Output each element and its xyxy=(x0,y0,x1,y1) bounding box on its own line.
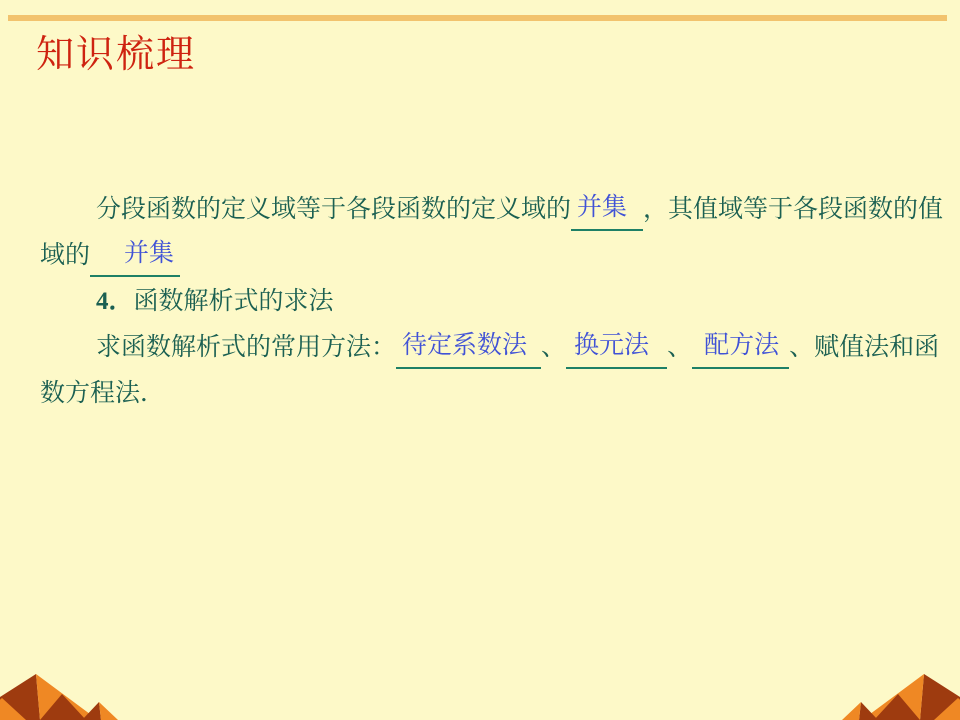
body-line xyxy=(40,233,940,279)
body-text-segment: ，其值域等于各段函数的值 xyxy=(643,196,944,223)
answer-blank xyxy=(396,332,541,369)
body-line xyxy=(40,187,944,233)
answer-text: 配方法 xyxy=(704,332,780,359)
answer-blank xyxy=(90,240,180,277)
body-text-segment: 求函数解析式的常用方法： xyxy=(96,334,397,361)
right-mountains-decoration xyxy=(620,670,960,720)
answer-blank xyxy=(566,332,667,369)
body-text-segment: 函数解析式的求法 xyxy=(133,288,334,315)
body-text-segment: 4． xyxy=(96,288,134,315)
answer-blank xyxy=(571,194,643,231)
body-text-segment: 分段函数的定义域等于各段函数的定义域的 xyxy=(96,196,572,223)
body-line xyxy=(40,279,940,325)
top-accent-line xyxy=(8,15,947,21)
body-text xyxy=(40,187,944,417)
body-text-segment: 、 xyxy=(667,334,693,361)
mountain-triangle xyxy=(99,702,118,720)
body-line xyxy=(40,371,940,417)
answer-blank xyxy=(692,332,789,369)
body-text-segment: 数方程法． xyxy=(40,380,166,407)
answer-text: 换元法 xyxy=(574,332,650,359)
body-line xyxy=(40,325,940,371)
answer-text: 并集 xyxy=(577,194,628,221)
left-mountains-decoration xyxy=(0,670,340,720)
body-text-segment: 、赋值法和函 xyxy=(789,334,940,361)
mountain-triangle xyxy=(842,702,861,720)
answer-text: 并集 xyxy=(124,240,175,267)
page-title: 知识梳理 xyxy=(36,34,197,76)
body-text-segment: 域的 xyxy=(40,242,91,269)
body-text-segment: 、 xyxy=(541,334,567,361)
answer-text: 待定系数法 xyxy=(402,332,528,359)
